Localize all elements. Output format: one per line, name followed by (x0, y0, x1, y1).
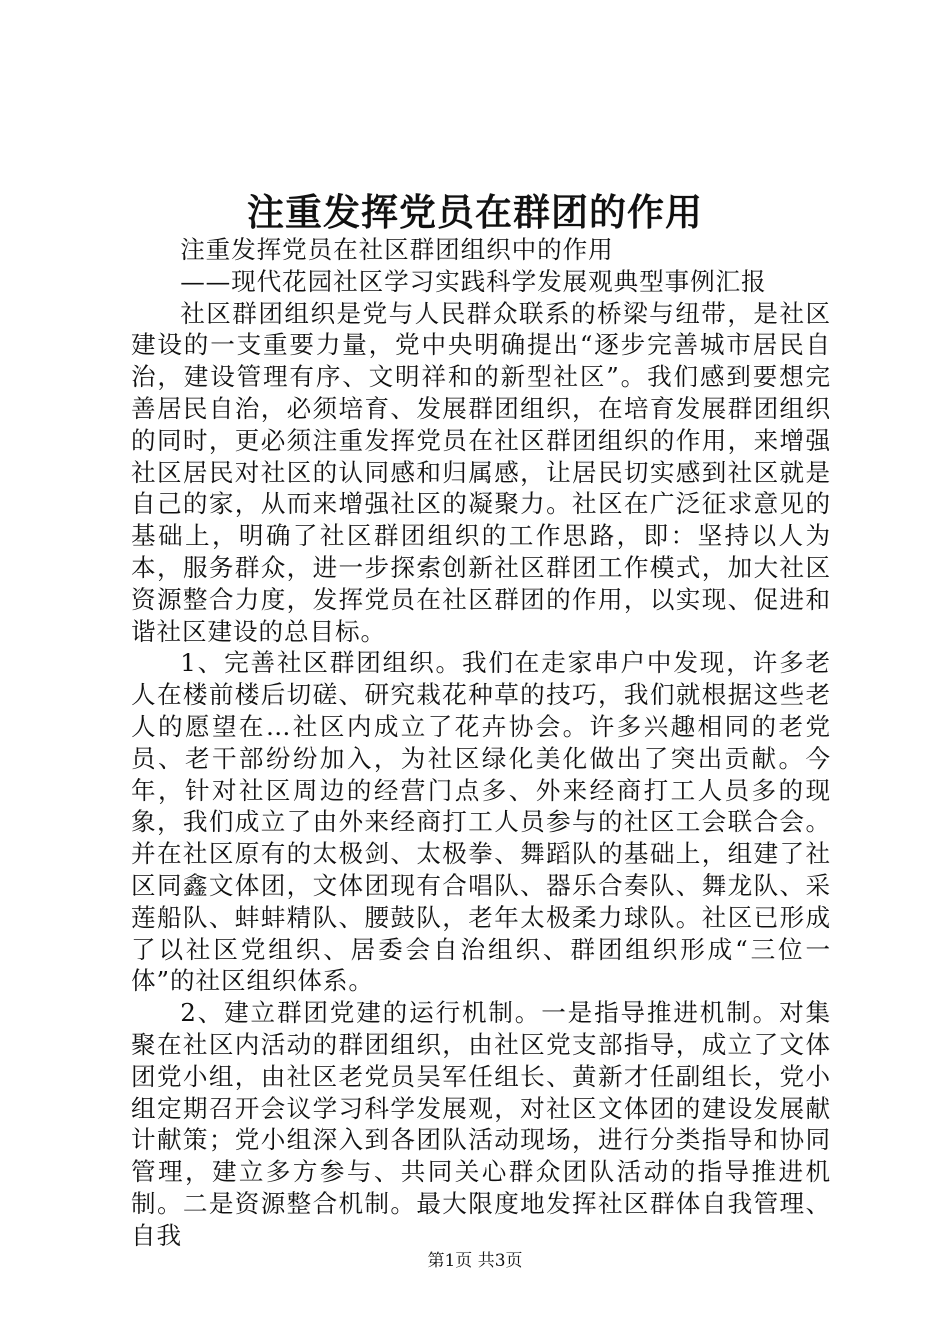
document-title: 注重发挥党员在群团的作用 (247, 191, 703, 234)
subtitle-secondary: ——现代花园社区学习实践科学发展观典型事例汇报 (180, 266, 767, 296)
paragraph-section-2: 2、建立群团党建的运行机制。一是指导推进机制。对集聚在社区内活动的群团组织，由社区党支部指导，成立了文体团党小组，由社区老党员吴军任组长、黄新才任副组长，党小组定期召开会议学习科学发展观，对社区文体团的建设发展献计献策；党小组深入到各团队活动现场，进行分类指导和协同管理，建立多方参与、共同关心群众团队活动的指导推进机制。二是资源整合机制。最大限度地发挥社区群体自我管理、自我 (131, 998, 831, 1250)
document-body (131, 234, 831, 1252)
page-number-footer: 第1页 共3页 (427, 1251, 523, 1271)
paragraph-section-1: 1、完善社区群团组织。我们在走家串户中发现，许多老人在楼前楼后切磋、研究栽花种草的技巧，我们就根据这些老人的愿望在…社区内成立了花卉协会。许多兴趣相同的老党员、老干部纷纷加入，为社区绿化美化做出了突出贡献。今年，针对社区周边的经营门点多、外来经商打工人员多的现象，我们成立了由外来经商打工人员参与的社区工会联合会。并在社区原有的太极剑、太极拳、舞蹈队的基础上，组建了社区同鑫文体团，文体团现有合唱队、器乐合奏队、舞龙队、采莲船队、蚌蚌精队、腰鼓队，老年太极柔力球队。社区已形成了以社区党组织、居委会自治组织、群团组织形成“三位一体”的社区组织体系。 (131, 648, 831, 996)
subtitle: 注重发挥党员在社区群团组织中的作用 (180, 235, 614, 264)
paragraph-intro: 社区群团组织是党与人民群众联系的桥梁与纽带，是社区建设的一支重要力量，党中央明确提出“逐步完善城市居民自治，建设管理有序、文明祥和的新型社区”。我们感到要想完善居民自治，必须培育、发展群团组织，在培育发展群团组织的同时，更必须注重发挥党员在社区群团组织的作用，来增强社区居民对社区的认同感和归属感，让居民切实感到社区就是自己的家，从而来增强社区的凝聚力。社区在广泛征求意见的基础上，明确了社区群团组织的工作思路，即：坚持以人为本，服务群众，进一步探索创新社区群团工作模式，加大社区资源整合力度，发挥党员在社区群团的作用，以实现、促进和谐社区建设的总目标。 (131, 298, 831, 646)
